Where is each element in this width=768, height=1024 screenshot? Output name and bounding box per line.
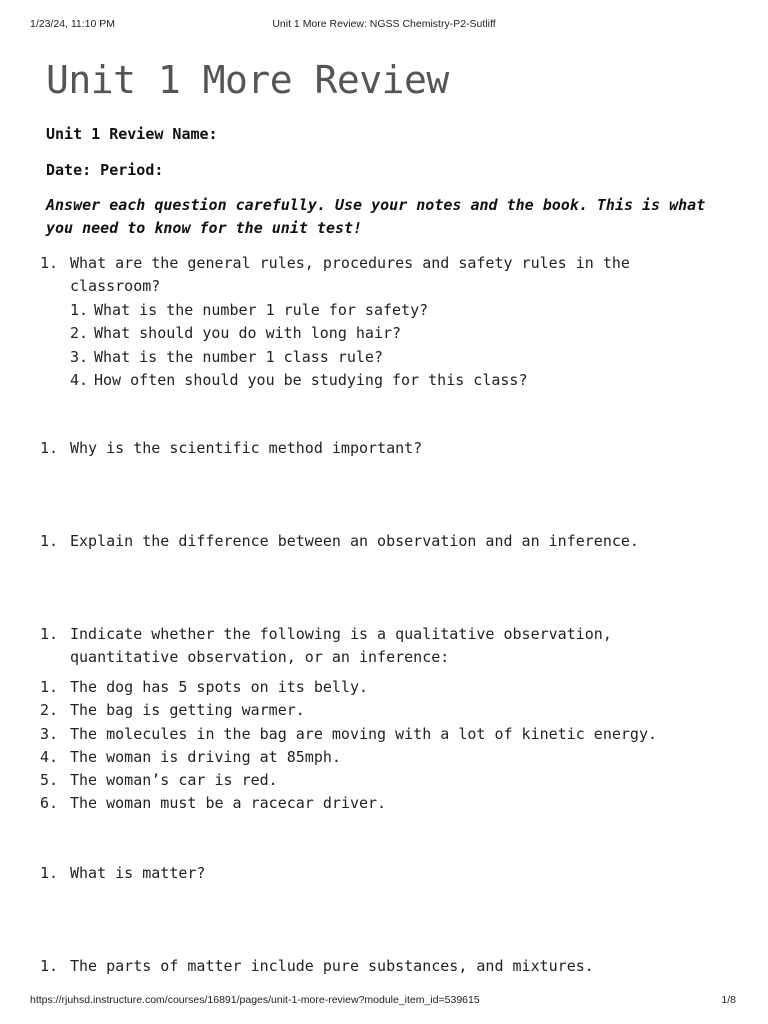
print-header bbox=[0, 18, 768, 32]
question-list bbox=[40, 437, 680, 460]
observation-text: The molecules in the bag are moving with a lot of kinetic energy. bbox=[70, 724, 657, 743]
question-list bbox=[40, 623, 680, 670]
question-item bbox=[40, 530, 680, 553]
sub-question-item bbox=[70, 299, 680, 322]
sub-question-number: 2. bbox=[70, 324, 89, 343]
question-text: What is matter? bbox=[70, 864, 206, 882]
sub-question-number: 3. bbox=[70, 347, 89, 366]
sub-question-item bbox=[70, 322, 680, 345]
sub-question-text: What is the number 1 rule for safety? bbox=[94, 300, 429, 319]
question-item bbox=[40, 955, 680, 978]
sub-question-list bbox=[70, 299, 680, 393]
observation-number: 2. bbox=[40, 701, 59, 720]
question-item bbox=[40, 623, 680, 670]
date-period-label: Date: Period: bbox=[46, 161, 164, 179]
page-title: Unit 1 More Review bbox=[46, 58, 449, 102]
question-number: 1. bbox=[40, 864, 59, 882]
question-number: 1. bbox=[40, 254, 59, 272]
observation-text: The bag is getting warmer. bbox=[70, 701, 305, 720]
question-number: 1. bbox=[40, 957, 59, 975]
question-list bbox=[40, 862, 680, 885]
observation-text: The woman’s car is red. bbox=[70, 771, 278, 790]
question-number: 1. bbox=[40, 532, 59, 550]
question-item bbox=[40, 862, 680, 885]
observation-item bbox=[40, 676, 720, 699]
question-list bbox=[40, 955, 680, 978]
observation-text: The woman is driving at 85mph. bbox=[70, 747, 341, 766]
question-number: 1. bbox=[40, 625, 59, 643]
observation-number: 3. bbox=[40, 724, 59, 743]
question-text: The parts of matter include pure substances, and mixtures. bbox=[70, 957, 594, 975]
sub-question-text: How often should you be studying for this class? bbox=[94, 371, 528, 390]
instructions: Answer each question carefully. Use your notes and the book. This is what you need to know for the unit test! bbox=[46, 196, 706, 237]
sub-question-text: What is the number 1 class rule? bbox=[94, 347, 383, 366]
observation-item bbox=[40, 746, 720, 769]
question-list bbox=[40, 530, 680, 553]
observation-item bbox=[40, 792, 720, 815]
observation-item bbox=[40, 699, 720, 722]
question-item bbox=[40, 252, 680, 392]
print-footer bbox=[0, 994, 768, 1008]
question-item bbox=[40, 437, 680, 460]
sub-question-number: 1. bbox=[70, 300, 89, 319]
observation-number: 1. bbox=[40, 678, 59, 696]
question-text: Indicate whether the following is a qualitative observation, quantitative observation, or an inference: bbox=[70, 625, 612, 667]
observation-number: 4. bbox=[40, 747, 59, 766]
review-name-label: Unit 1 Review Name: bbox=[46, 125, 218, 143]
observation-item bbox=[40, 723, 720, 746]
observation-text: The woman must be a racecar driver. bbox=[70, 794, 387, 813]
sub-question-text: What should you do with long hair? bbox=[94, 324, 402, 343]
print-doc-title: Unit 1 More Review: NGSS Chemistry-P2-Sutliff bbox=[272, 18, 496, 30]
sub-question-item bbox=[70, 369, 680, 392]
observation-number: 5. bbox=[40, 771, 59, 790]
page-indicator: 1/8 bbox=[721, 994, 736, 1006]
question-text: What are the general rules, procedures and safety rules in the classroom? bbox=[70, 254, 630, 296]
observation-item bbox=[40, 769, 720, 792]
observation-text: The dog has 5 spots on its belly. bbox=[70, 678, 369, 696]
question-number: 1. bbox=[40, 439, 59, 457]
print-url: https://rjuhsd.instructure.com/courses/16891/pages/unit-1-more-review?module_item_id=539615 bbox=[30, 994, 480, 1006]
question-list bbox=[40, 252, 680, 392]
observation-number: 6. bbox=[40, 794, 59, 813]
question-text: Explain the difference between an observation and an inference. bbox=[70, 532, 639, 550]
question-text: Why is the scientific method important? bbox=[70, 439, 423, 457]
sub-question-item bbox=[70, 346, 680, 369]
sub-question-number: 4. bbox=[70, 371, 89, 390]
print-datetime: 1/23/24, 11:10 PM bbox=[30, 18, 116, 30]
observation-item-list bbox=[40, 676, 720, 816]
